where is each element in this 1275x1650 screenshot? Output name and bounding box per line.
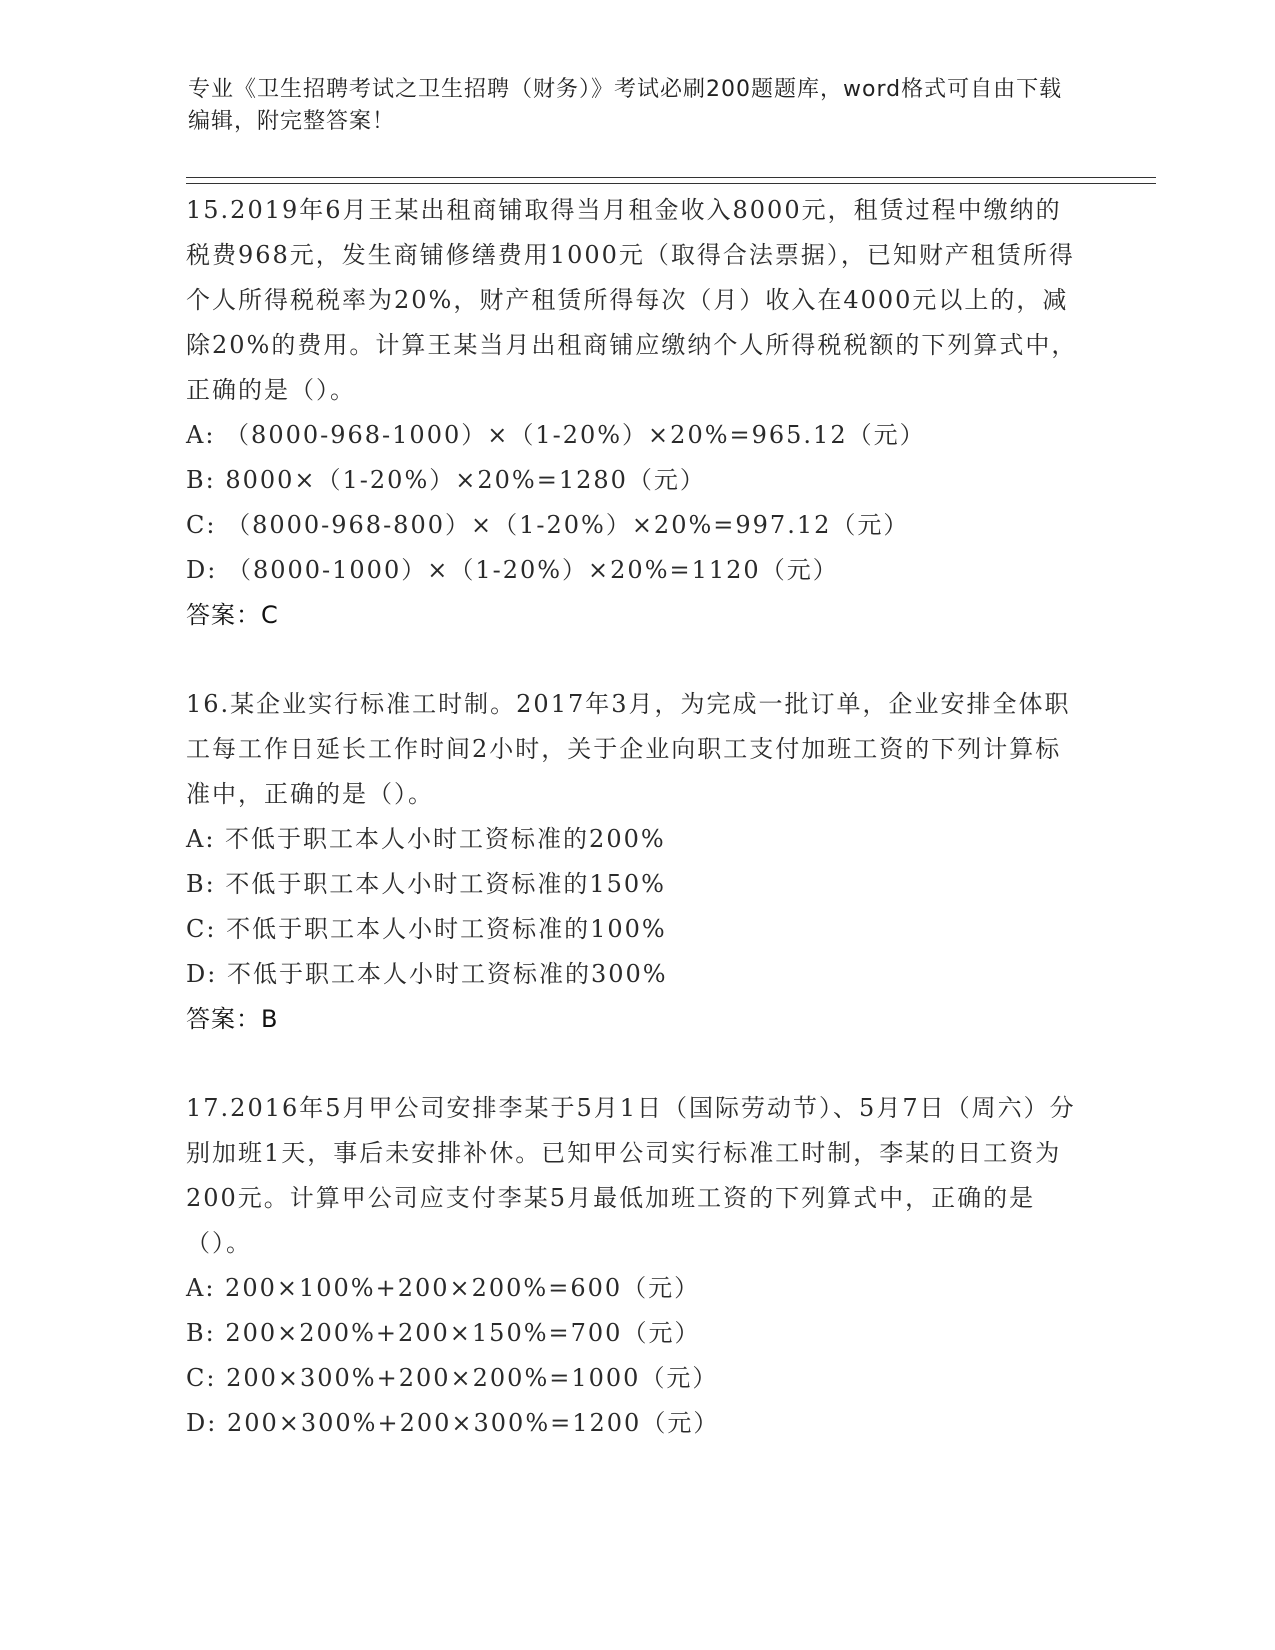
option-b: B: 200×200%+200×150%=700（元） [186,1319,701,1347]
option-d: D: （8000-1000）×（1-20%）×20%=1120（元） [186,556,839,584]
question-17 [186,1086,1086,1446]
option-d: D: 200×300%+200×300%=1200（元） [186,1409,720,1437]
option-d: D: 不低于职工本人小时工资标准的300% [186,960,668,988]
question-list [186,188,1086,1446]
option-c: C: 200×300%+200×200%=1000（元） [186,1364,719,1392]
option-a: A: 200×100%+200×200%=600（元） [186,1274,701,1302]
question-stem: 16.某企业实行标准工时制。2017年3月，为完成一批订单，企业安排全体职工每工作日延长工作时间2小时，关于企业向职工支付加班工资的下列计算标准中，正确的是（）。 [186,690,1071,808]
answer-line: 答案：C [186,601,279,629]
question-stem: 15.2019年6月王某出租商铺取得当月租金收入8000元，租赁过程中缴纳的税费968元，发生商铺修缮费用1000元（取得合法票据），已知财产租赁所得个人所得税税率为20%，财产租赁所得每次（月）收入在4000元以上的，减除20%的费用。计算王某当月出租商铺应缴纳个人所得税税额的下列算式中，正确的是（）。 [186,196,1078,404]
option-c: C: 不低于职工本人小时工资标准的100% [186,915,667,943]
question-16 [186,682,1086,1042]
option-b: B: 8000×（1-20%）×20%=1280（元） [186,466,706,494]
option-c: C: （8000-968-800）×（1-20%）×20%=997.12（元） [186,511,910,539]
option-b: B: 不低于职工本人小时工资标准的150% [186,870,666,898]
question-15 [186,188,1086,638]
answer-line: 答案：B [186,1005,279,1033]
option-a: A: （8000-968-1000）×（1-20%）×20%=965.12（元） [186,421,926,449]
option-a: A: 不低于职工本人小时工资标准的200% [186,825,666,853]
header-divider [186,177,1156,184]
page-header: 专业《卫生招聘考试之卫生招聘（财务）》考试必刷200题题库，word格式可自由下载编辑，附完整答案！ [188,77,1063,134]
question-stem: 17.2016年5月甲公司安排李某于5月1日（国际劳动节）、5月7日（周六）分别加班1天，事后未安排补休。已知甲公司实行标准工时制，李某的日工资为200元。计算甲公司应支付李某5月最低加班工资的下列算式中，正确的是（）。 [186,1094,1076,1257]
